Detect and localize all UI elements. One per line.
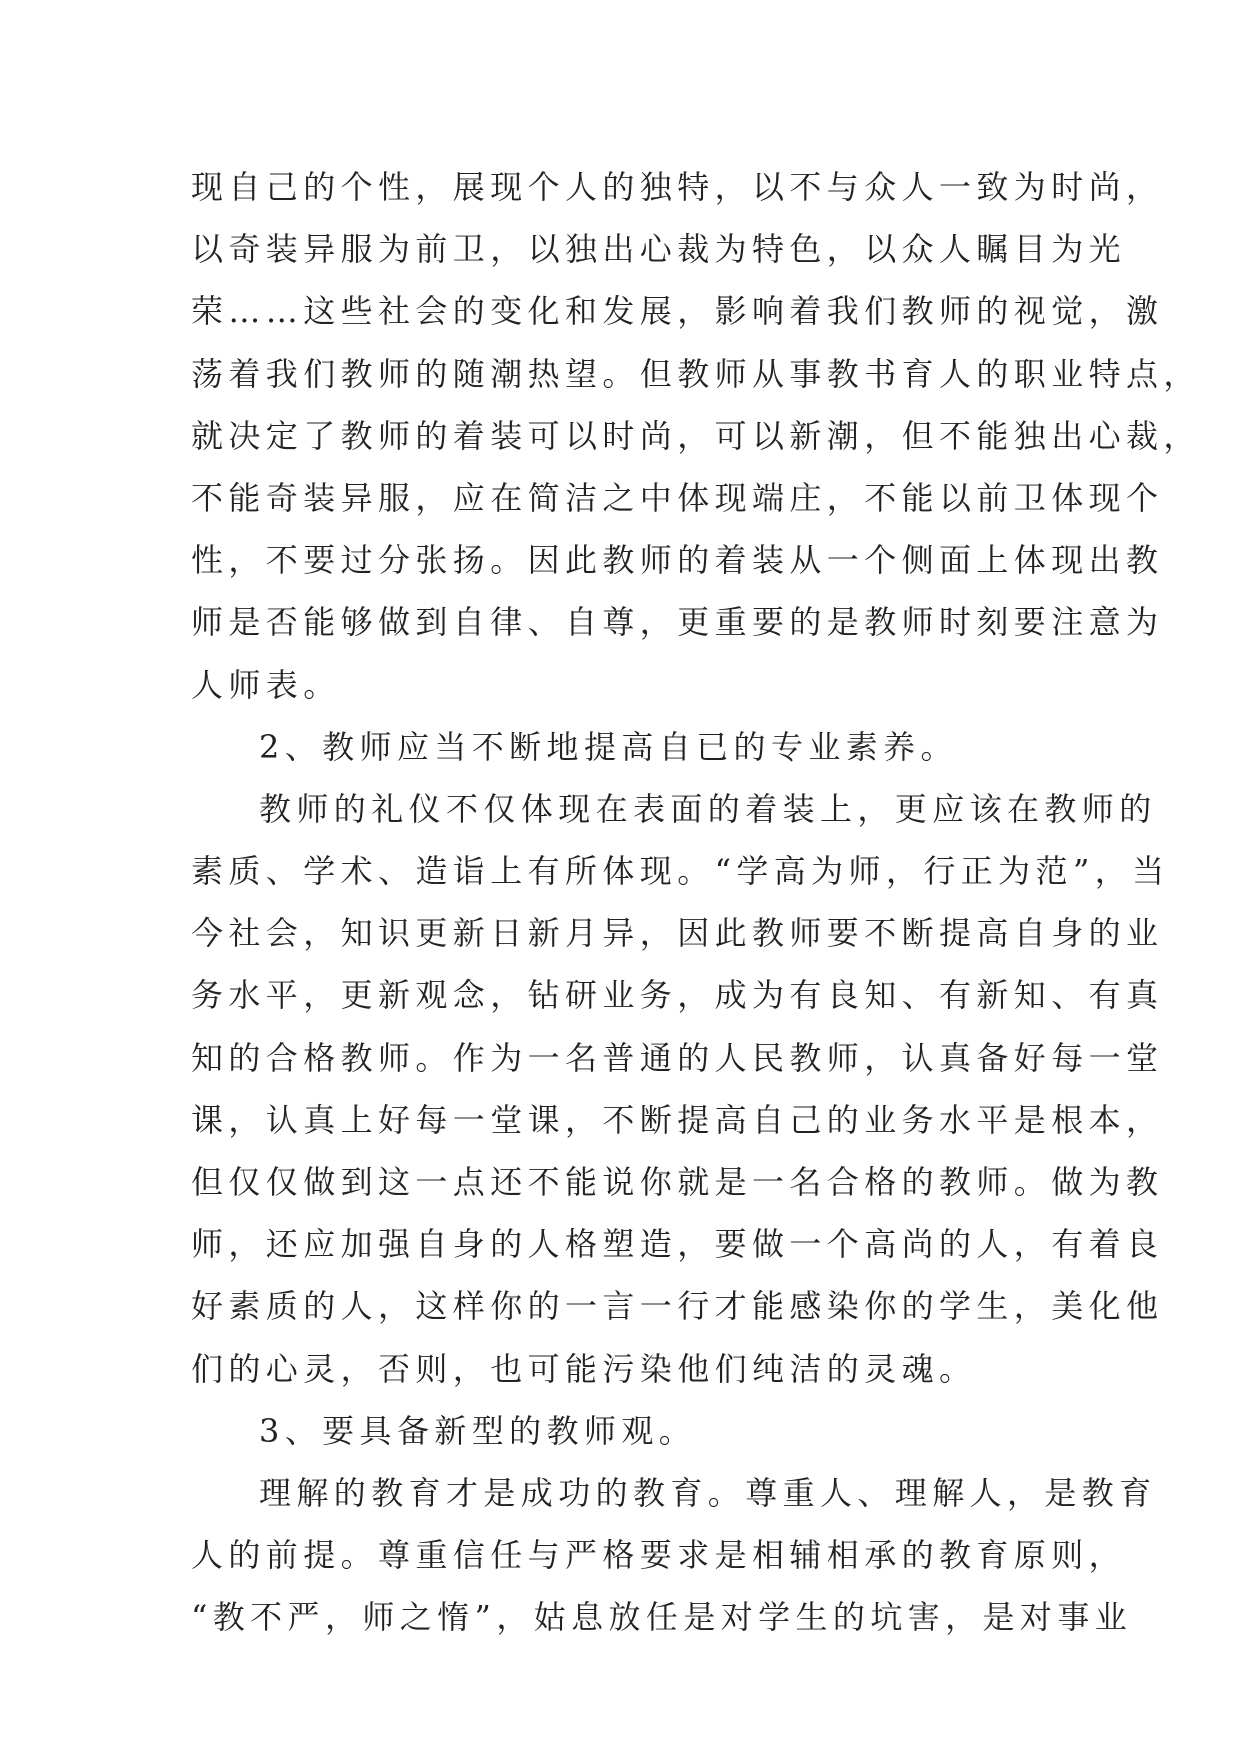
text-line: 但仅仅做到这一点还不能说你就是一名合格的教师。做为教: [191, 1163, 1164, 1201]
text-line: 师，还应加强自身的人格塑造，要做一个高尚的人，有着良: [191, 1225, 1164, 1264]
text-line: 现自己的个性，展现个人的独特，以不与众人一致为时尚，: [191, 168, 1164, 206]
text-line: 素质、学术、造诣上有所体现。“学高为师，行正为范”，当: [191, 852, 1170, 891]
document-body: [191, 156, 1201, 1649]
text-line: 荣……这些社会的变化和发展，影响着我们教师的视觉，激: [191, 292, 1164, 331]
text-line: 人的前提。尊重信任与严格要求是相辅相承的教育原则，: [191, 1536, 1127, 1575]
text-line: 们的心灵，否则，也可能污染他们纯洁的灵魂。: [191, 1349, 977, 1388]
text-line: 人师表。: [191, 665, 341, 704]
text-line: “教不严，师之惰”，姑息放任是对学生的坑害，是对事业: [191, 1598, 1133, 1637]
text-line: 今社会，知识更新日新月异，因此教师要不断提高自身的业: [191, 914, 1164, 953]
section-heading: 2、教师应当不断地提高自已的专业素养。: [259, 727, 958, 766]
section-heading: 3、要具备新型的教师观。: [259, 1411, 697, 1450]
text-line: 师是否能够做到自律、自尊，更重要的是教师时刻要注意为: [191, 603, 1164, 642]
text-line: 教师的礼仪不仅体现在表面的着装上，更应该在教师的: [259, 789, 1157, 828]
text-line: 务水平，更新观念，钻研业务，成为有良知、有新知、有真: [191, 976, 1164, 1015]
text-line: 课，认真上好每一堂课，不断提高自己的业务水平是根本，: [191, 1100, 1164, 1139]
text-line: 性，不要过分张扬。因此教师的着装从一个侧面上体现出教: [191, 541, 1164, 580]
text-line: 就决定了教师的着装可以时尚，可以新潮，但不能独出心裁，: [191, 416, 1201, 455]
text-line: 理解的教育才是成功的教育。尊重人、理解人，是教育: [259, 1473, 1157, 1512]
text-line: 知的合格教师。作为一名普通的人民教师，认真备好每一堂: [191, 1038, 1164, 1077]
text-line: 好素质的人，这样你的一言一行才能感染你的学生，美化他: [191, 1287, 1164, 1326]
text-line: 荡着我们教师的随潮热望。但教师从事教书育人的职业特点，: [191, 354, 1201, 393]
text-line: 不能奇装异服，应在简洁之中体现端庄，不能以前卫体现个: [191, 478, 1164, 517]
text-line: 以奇装异服为前卫，以独出心裁为特色，以众人瞩目为光: [191, 230, 1127, 269]
